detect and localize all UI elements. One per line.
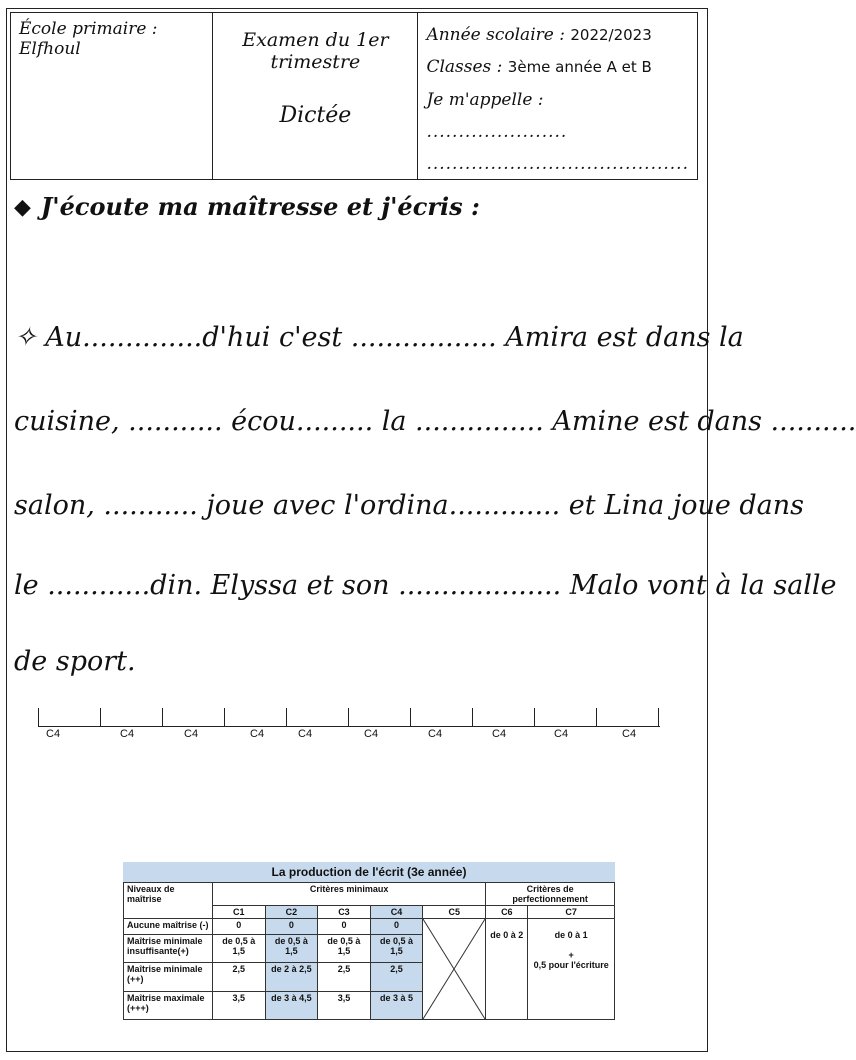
grid-col-header: C4 [370,906,423,919]
school-name: Elfhoul [19,39,81,59]
grid-col-header: C2 [265,906,318,919]
grid-cell: 3,5 [213,991,266,1019]
criteria-label: C4 [184,728,199,740]
grid-cell: 2,5 [318,963,371,991]
cross-icon [423,919,485,1019]
student-info-cell [418,13,697,179]
grid-cell: 0 [213,919,266,935]
year-label: Année scolaire : [426,25,565,45]
criteria-label: C4 [622,728,637,740]
criteria-label: C4 [120,728,135,740]
grid-cell: de 0,5 à 1,5 [213,935,266,963]
school-cell [11,13,213,179]
ruler-tick [162,708,163,726]
grid-header-level: Niveaux de maîtrise [124,883,213,919]
school-label: École primaire : [19,19,158,39]
instruction [14,192,480,221]
grid-cell: de 2 à 2,5 [265,963,318,991]
criteria-label: C4 [554,728,569,740]
grid-c5-crossed [423,919,486,1020]
year-value: 2022/2023 [570,26,652,44]
grid-col-header: C1 [213,906,266,919]
criteria-label: C4 [428,728,443,740]
ruler-tick [100,708,101,726]
ruler-tick [596,708,597,726]
grid-level: Maîtrise minimale insuffisante(+) [124,935,213,963]
grid-cell: de 0,5 à 1,5 [318,935,371,963]
grid-cell: 2,5 [370,963,423,991]
criteria-label: C4 [46,728,61,740]
ruler-tick [534,708,535,726]
exam-cell [213,13,418,179]
ruler-tick [410,708,411,726]
grid-cell: de 0,5 à 1,5 [370,935,423,963]
grid-cell: de 3 à 5 [370,991,423,1019]
grid-header-min: Critères minimaux [213,883,486,906]
grid-cell: de 3 à 4,5 [265,991,318,1019]
criteria-label: C4 [492,728,507,740]
ruler-tick [224,708,225,726]
grid-col-header: C7 [528,906,615,919]
grid-cell: 0 [318,919,371,935]
exam-header [10,12,698,180]
class-label: Classes : [426,57,503,78]
name-label: Je m'appelle : [426,89,544,110]
ruler-tick [658,708,659,726]
ruler-tick [286,708,287,726]
grid-header-perf: Critères de perfectionnement [486,883,615,906]
ruler-tick [38,708,39,726]
grid-cell: 3,5 [318,991,371,1019]
grid-cell: 0 [370,919,423,935]
table-row [124,919,615,935]
instruction-text: J'écoute ma maîtresse et j'écris : [40,192,480,221]
diamond-bullet-icon: ◆ [14,193,31,220]
grid-cell: 0 [265,919,318,935]
dictation-line: de sport. [14,646,136,677]
grid-col-header: C6 [486,906,528,919]
ruler-tick [472,708,473,726]
grid-col-header: C5 [423,906,486,919]
name-field-line2[interactable]: ......................................... [426,154,689,175]
grid-title: La production de l'écrit (3e année) [123,862,615,882]
exam-title: Examen du 1er trimestre [242,29,389,73]
criteria-label: C4 [364,728,379,740]
grid-c7-value: de 0 à 1 + 0,5 pour l'écriture [528,919,615,1020]
grid-col-header: C3 [318,906,371,919]
grid-level: Maîtrise minimale (++) [124,963,213,991]
grading-grid [123,862,615,1038]
exam-subject: Dictée [279,103,352,128]
name-field[interactable]: ...................... [426,121,568,142]
grid-level: Maîtrise maximale (+++) [124,991,213,1019]
criteria-label: C4 [298,728,313,740]
grid-table [123,882,615,1020]
criteria-ruler [38,704,660,727]
ruler-tick [348,708,349,726]
class-value: 3ème année A et B [507,58,652,77]
grid-c6-value: de 0 à 2 [486,919,528,1020]
dictation-line[interactable]: le ............din. Elyssa et son ................... Malo vont à la salle [14,570,837,601]
grid-cell: 2,5 [213,963,266,991]
criteria-label: C4 [250,728,265,740]
grid-cell: de 0,5 à 1,5 [265,935,318,963]
dictation-line[interactable]: salon, ........... joue avec l'ordina............. et Lina joue dans [14,490,805,521]
grid-level: Aucune maîtrise (-) [124,919,213,935]
dictation-line[interactable]: cuisine, ........... écou......... la ............... Amine est dans .......... [14,406,856,437]
dictation-line[interactable]: ✧ Au..............d'hui c'est ................. Amira est dans la [14,322,744,353]
